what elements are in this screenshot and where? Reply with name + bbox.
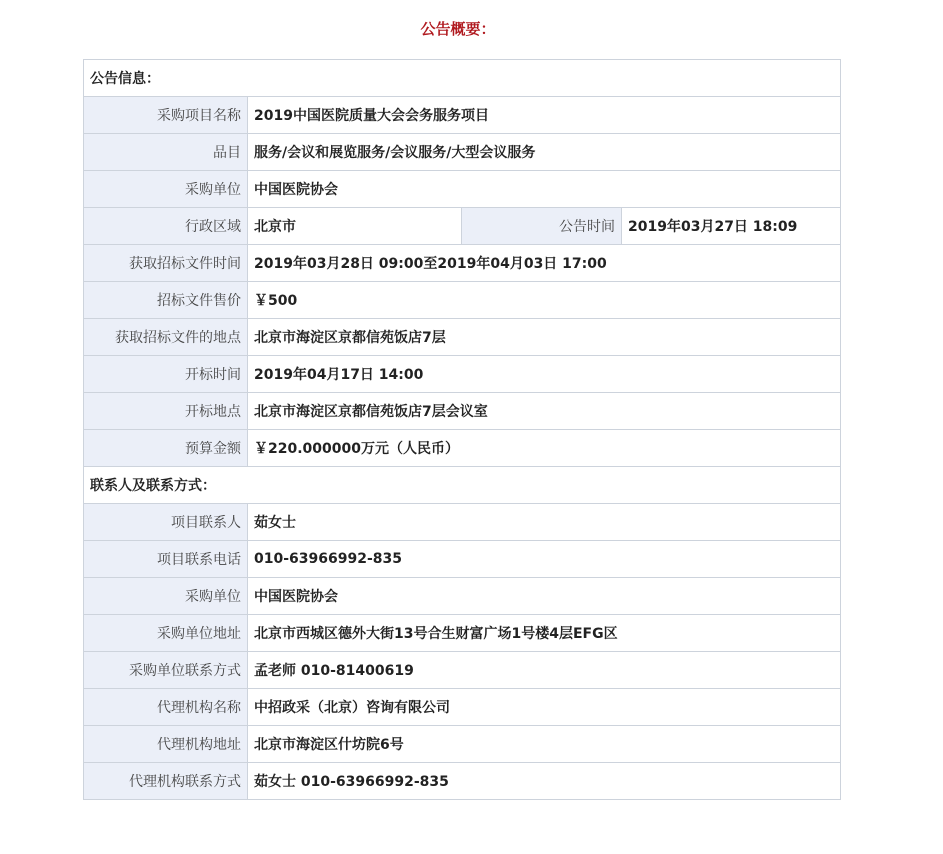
field-value: ￥220.000000万元（人民币） xyxy=(248,430,841,467)
field-label: 采购项目名称 xyxy=(84,97,248,134)
field-value: 中国医院协会 xyxy=(248,578,841,615)
table-row xyxy=(84,763,841,800)
field-value: 中国医院协会 xyxy=(248,171,841,208)
field-value: 北京市西城区德外大街13号合生财富广场1号楼4层EFG区 xyxy=(248,615,841,652)
field-value: 北京市海淀区什坊院6号 xyxy=(248,726,841,763)
table-row xyxy=(84,541,841,578)
field-label: 获取招标文件时间 xyxy=(84,245,248,282)
section-label-contact: 联系人及联系方式： xyxy=(84,467,841,504)
field-value: 2019年03月27日 18:09 xyxy=(622,208,841,245)
field-label: 品目 xyxy=(84,134,248,171)
date-range-start: 2019年03月28日 09:00 xyxy=(254,256,424,272)
field-value: ￥500 xyxy=(248,282,841,319)
table-row xyxy=(84,134,841,171)
field-label: 采购单位 xyxy=(84,578,248,615)
page-title: 公告概要： xyxy=(420,20,496,38)
field-label: 公告时间 xyxy=(462,208,622,245)
date-range-separator: 至 xyxy=(423,256,438,272)
field-label: 项目联系人 xyxy=(84,504,248,541)
field-label: 代理机构地址 xyxy=(84,726,248,763)
table-row xyxy=(84,726,841,763)
field-label: 采购单位 xyxy=(84,171,248,208)
field-value: 010-63966992-835 xyxy=(248,541,841,578)
field-label: 代理机构名称 xyxy=(84,689,248,726)
table-row xyxy=(84,356,841,393)
table-row xyxy=(84,393,841,430)
table-row xyxy=(84,282,841,319)
table-row xyxy=(84,245,841,282)
section-header-row xyxy=(84,467,841,504)
table-row xyxy=(84,97,841,134)
table-row xyxy=(84,652,841,689)
table-row xyxy=(84,578,841,615)
field-label: 招标文件售价 xyxy=(84,282,248,319)
field-label: 开标地点 xyxy=(84,393,248,430)
table-row xyxy=(84,615,841,652)
field-label: 项目联系电话 xyxy=(84,541,248,578)
field-value: 2019中国医院质量大会会务服务项目 xyxy=(248,97,841,134)
field-label: 采购单位地址 xyxy=(84,615,248,652)
field-value: 2019年04月17日 14:00 xyxy=(248,356,841,393)
field-label: 预算金额 xyxy=(84,430,248,467)
field-value: 北京市海淀区京都信苑饭店7层会议室 xyxy=(248,393,841,430)
field-value: 茹女士 xyxy=(248,504,841,541)
section-header-row xyxy=(84,60,841,97)
table-row xyxy=(84,430,841,467)
field-value: 北京市 xyxy=(248,208,462,245)
field-label: 采购单位联系方式 xyxy=(84,652,248,689)
field-value: 服务/会议和展览服务/会议服务/大型会议服务 xyxy=(248,134,841,171)
field-label: 获取招标文件的地点 xyxy=(84,319,248,356)
table-row xyxy=(84,689,841,726)
announcement-table xyxy=(83,59,841,800)
date-range-end: 2019年04月03日 17:00 xyxy=(437,256,607,272)
section-label-announcement: 公告信息： xyxy=(84,60,841,97)
table-row xyxy=(84,171,841,208)
field-value xyxy=(248,245,841,282)
table-row xyxy=(84,208,841,245)
table-row xyxy=(84,504,841,541)
field-value: 孟老师 010-81400619 xyxy=(248,652,841,689)
field-label: 行政区域 xyxy=(84,208,248,245)
table-row xyxy=(84,319,841,356)
field-value: 茹女士 010-63966992-835 xyxy=(248,763,841,800)
field-value: 北京市海淀区京都信苑饭店7层 xyxy=(248,319,841,356)
field-label: 代理机构联系方式 xyxy=(84,763,248,800)
field-label: 开标时间 xyxy=(84,356,248,393)
field-value: 中招政采（北京）咨询有限公司 xyxy=(248,689,841,726)
